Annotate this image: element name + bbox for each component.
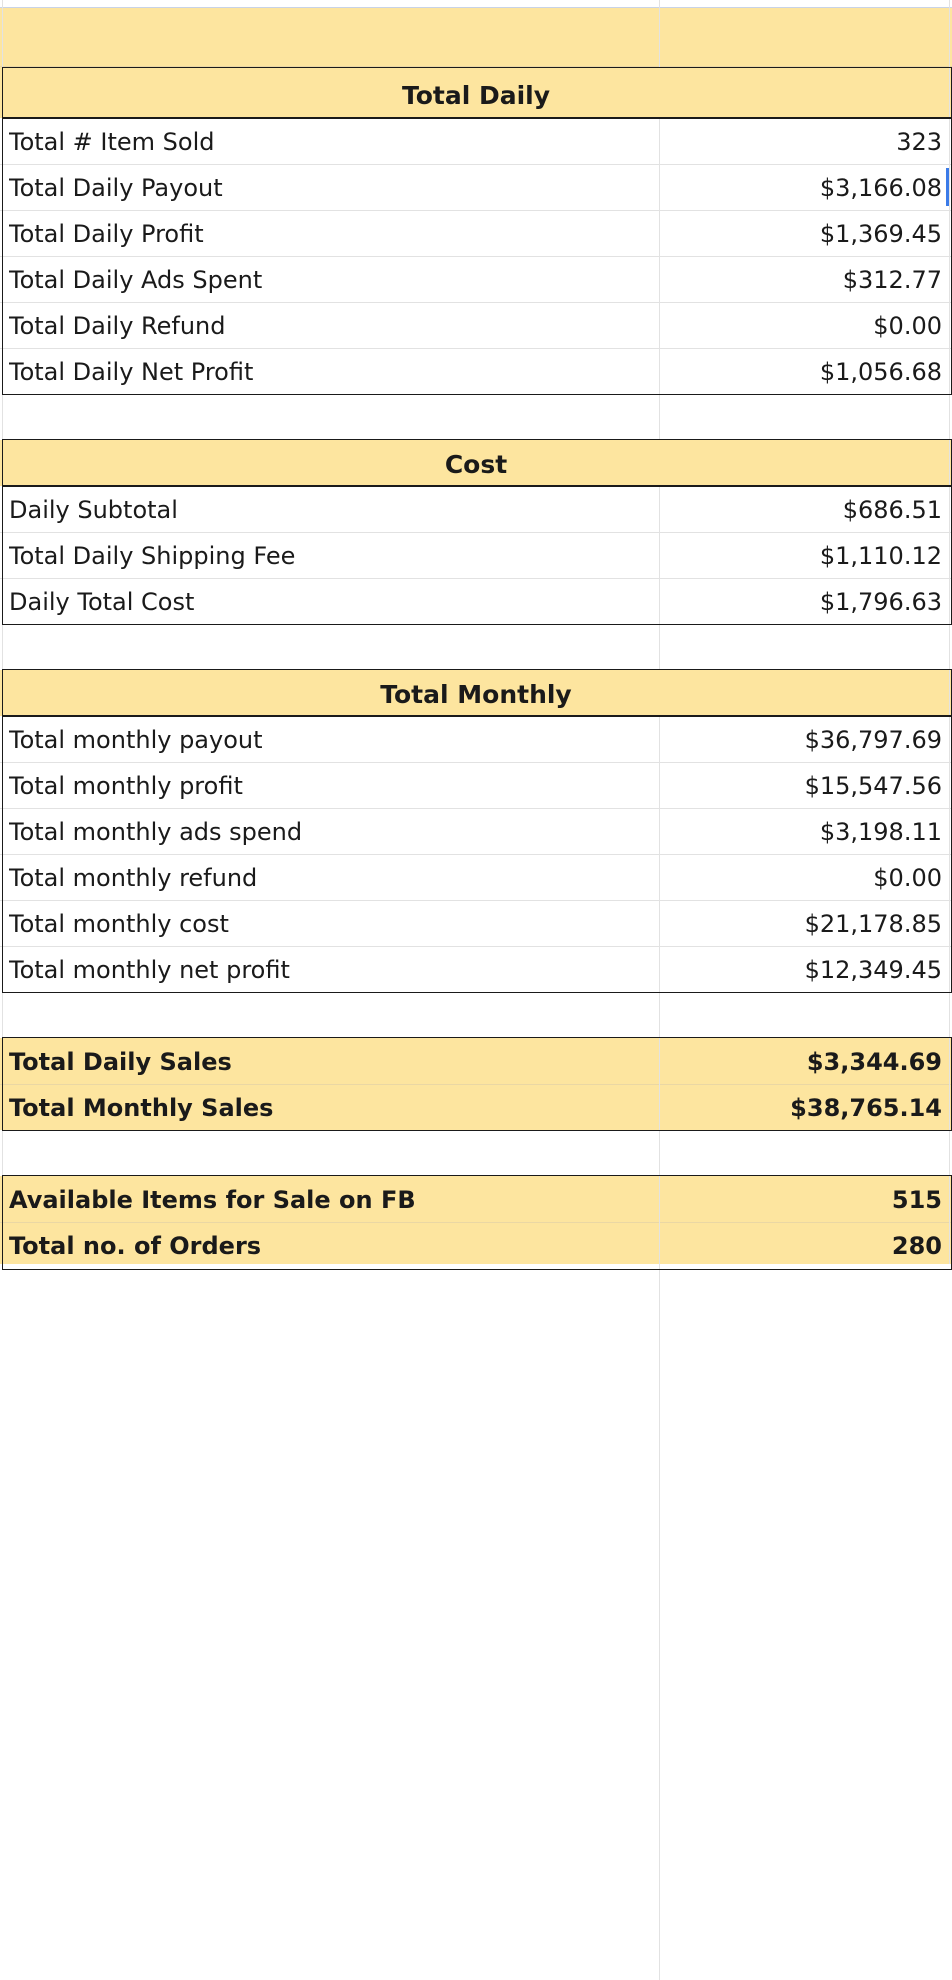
row-label[interactable]: Total Daily Profit bbox=[9, 220, 204, 248]
row-label[interactable]: Total Monthly Sales bbox=[9, 1094, 274, 1122]
gridline bbox=[0, 7, 952, 8]
row-value[interactable]: $686.51 bbox=[842, 496, 942, 524]
row-label[interactable]: Total monthly ads spend bbox=[9, 818, 303, 846]
row-label[interactable]: Total monthly payout bbox=[9, 726, 263, 754]
column-gridline bbox=[659, 0, 660, 67]
row-label[interactable]: Daily Total Cost bbox=[9, 588, 195, 616]
row-label[interactable]: Total Daily Net Profit bbox=[9, 358, 254, 386]
row-label[interactable]: Total Daily Ads Spent bbox=[9, 266, 263, 294]
row-label[interactable]: Total no. of Orders bbox=[9, 1232, 262, 1260]
row-value[interactable]: $36,797.69 bbox=[804, 726, 942, 754]
row-value[interactable]: $38,765.14 bbox=[790, 1094, 942, 1122]
row-label[interactable]: Total monthly refund bbox=[9, 864, 258, 892]
row-label[interactable]: Total Daily Shipping Fee bbox=[9, 542, 296, 570]
row-value[interactable]: $12,349.45 bbox=[804, 956, 942, 984]
row-label[interactable]: Total # Item Sold bbox=[9, 128, 215, 156]
row-value[interactable]: $1,056.68 bbox=[819, 358, 942, 386]
row-label[interactable]: Available Items for Sale on FB bbox=[9, 1186, 416, 1214]
row-value[interactable]: 515 bbox=[891, 1186, 942, 1214]
row-value[interactable]: $312.77 bbox=[842, 266, 942, 294]
row-value[interactable]: $1,796.63 bbox=[819, 588, 942, 616]
row-label[interactable]: Total Daily Sales bbox=[9, 1048, 232, 1076]
total-monthly-title[interactable]: Total Monthly bbox=[380, 679, 572, 709]
row-value[interactable]: $0.00 bbox=[873, 864, 942, 892]
row-label[interactable]: Daily Subtotal bbox=[9, 496, 178, 524]
row-value[interactable]: 280 bbox=[891, 1232, 942, 1260]
row-value[interactable]: $1,110.12 bbox=[819, 542, 942, 570]
row-value[interactable]: $3,198.11 bbox=[819, 818, 942, 846]
row-label[interactable]: Total Daily Payout bbox=[9, 174, 223, 202]
row-value[interactable]: $21,178.85 bbox=[804, 910, 942, 938]
row-value[interactable]: $3,344.69 bbox=[806, 1048, 942, 1076]
row-value[interactable]: 323 bbox=[896, 128, 942, 156]
row-label[interactable]: Total monthly cost bbox=[9, 910, 229, 938]
row-value[interactable]: $0.00 bbox=[873, 312, 942, 340]
row-value[interactable]: $15,547.56 bbox=[804, 772, 942, 800]
row-label[interactable]: Total Daily Refund bbox=[9, 312, 226, 340]
cost-title[interactable]: Cost bbox=[444, 449, 508, 479]
row-value[interactable]: $1,369.45 bbox=[819, 220, 942, 248]
row-label[interactable]: Total monthly profit bbox=[9, 772, 243, 800]
row-label[interactable]: Total monthly net profit bbox=[9, 956, 290, 984]
total-daily-title[interactable]: Total Daily bbox=[401, 80, 551, 110]
row-value[interactable]: $3,166.08 bbox=[819, 174, 942, 202]
